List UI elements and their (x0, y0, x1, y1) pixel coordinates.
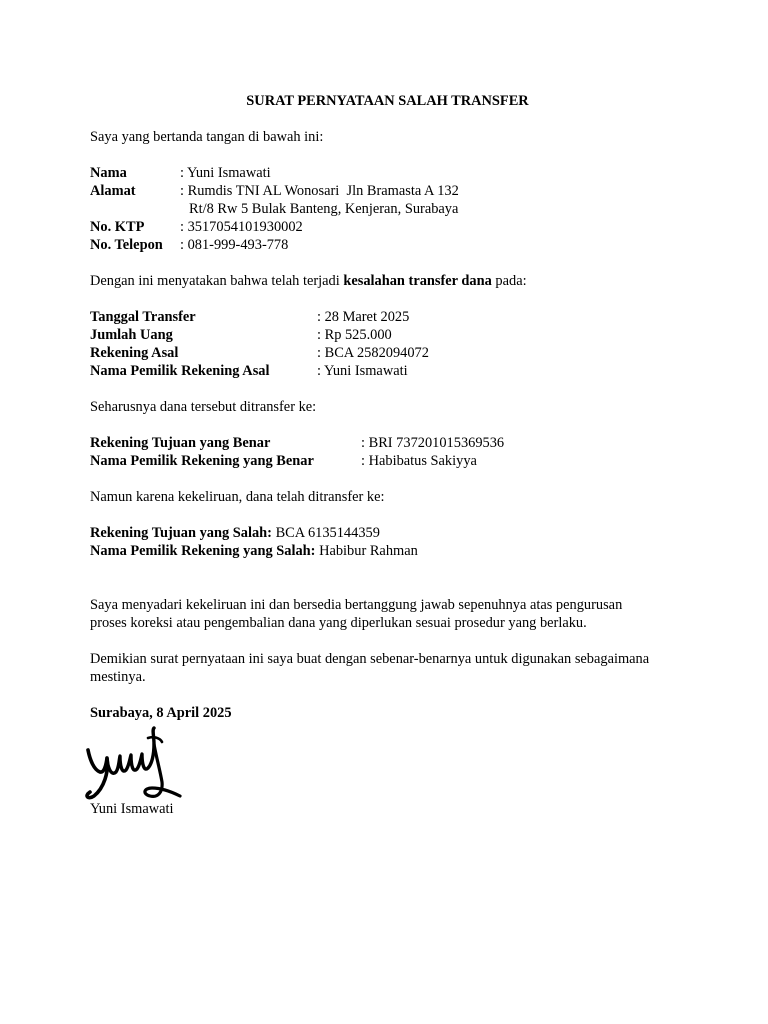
source-account-row (90, 344, 700, 362)
source-account-label: Rekening Asal (90, 345, 179, 361)
source-owner-value: : Yuni Ismawati (317, 363, 408, 379)
address-value-line1: : Rumdis TNI AL Wonosari Jln Bramasta A 132 (180, 183, 459, 199)
correct-account-block (90, 434, 700, 470)
ktp-row (90, 218, 700, 236)
amount-label: Jumlah Uang (90, 327, 173, 343)
correct-owner-label: Nama Pemilik Rekening yang Benar (90, 453, 314, 469)
address-row (90, 182, 700, 200)
phone-value: : 081-999-493-778 (180, 237, 289, 253)
name-row (90, 164, 700, 182)
transfer-date-row (90, 308, 700, 326)
wrong-owner-row (90, 542, 700, 560)
phone-label: No. Telepon (90, 237, 163, 253)
source-account-value: : BCA 2582094072 (317, 345, 429, 361)
statement-bold: kesalahan transfer dana (343, 273, 492, 289)
wrong-account-block (90, 524, 700, 560)
wrong-account-value: BCA 6135144359 (271, 525, 380, 541)
amount-value: : Rp 525.000 (317, 327, 392, 343)
should-intro-text: Seharusnya dana tersebut ditransfer ke: (90, 399, 317, 415)
phone-row (90, 236, 700, 254)
correct-account-row (90, 434, 700, 452)
awareness-line1: Saya menyadari kekeliruan ini dan bersedia bertanggung jawab sepenuhnya atas pengurusan (90, 597, 623, 613)
closing-line2: mestinya. (90, 669, 146, 685)
intro-text: Saya yang bertanda tangan di bawah ini: (90, 129, 324, 145)
statement-after: pada: (491, 273, 527, 289)
name-label: Nama (90, 165, 127, 181)
wrong-intro-text: Namun karena kekeliruan, dana telah ditransfer ke: (90, 489, 385, 505)
correct-owner-value: : Habibatus Sakiyya (361, 453, 477, 469)
address-label: Alamat (90, 183, 136, 199)
identity-block (90, 164, 700, 254)
awareness-line2: proses koreksi atau pengembalian dana yang diperlukan sesuai prosedur yang berlaku. (90, 615, 587, 631)
source-owner-label: Nama Pemilik Rekening Asal (90, 363, 270, 379)
wrong-owner-label: Nama Pemilik Rekening yang Salah: (90, 543, 316, 559)
correct-account-value: : BRI 737201015369536 (361, 435, 505, 451)
correct-owner-row (90, 452, 700, 470)
signature-image (82, 726, 192, 806)
statement-before: Dengan ini menyatakan bahwa telah terjadi (90, 273, 344, 289)
transfer-date-label: Tanggal Transfer (90, 309, 196, 325)
transfer-date-value: : 28 Maret 2025 (317, 309, 410, 325)
ktp-value: : 3517054101930002 (180, 219, 303, 235)
letter-title: SURAT PERNYATAAN SALAH TRANSFER (246, 93, 529, 109)
wrong-account-label: Rekening Tujuan yang Salah: (90, 525, 272, 541)
transfer-block (90, 308, 700, 380)
wrong-owner-value: Habibur Rahman (315, 543, 418, 559)
correct-account-label: Rekening Tujuan yang Benar (90, 435, 271, 451)
place-date: Surabaya, 8 April 2025 (90, 705, 232, 721)
wrong-account-row (90, 524, 700, 542)
address-value-line2: Rt/8 Rw 5 Bulak Banteng, Kenjeran, Surabaya (189, 201, 459, 217)
amount-row (90, 326, 700, 344)
ktp-label: No. KTP (90, 219, 145, 235)
source-owner-row (90, 362, 700, 380)
signer-name: Yuni Ismawati (90, 801, 174, 817)
name-value: : Yuni Ismawati (180, 165, 271, 181)
letter-page (90, 92, 700, 818)
statement-text (90, 272, 700, 290)
closing-line1: Demikian surat pernyataan ini saya buat dengan sebenar-benarnya untuk digunakan sebagaimana (90, 651, 650, 667)
